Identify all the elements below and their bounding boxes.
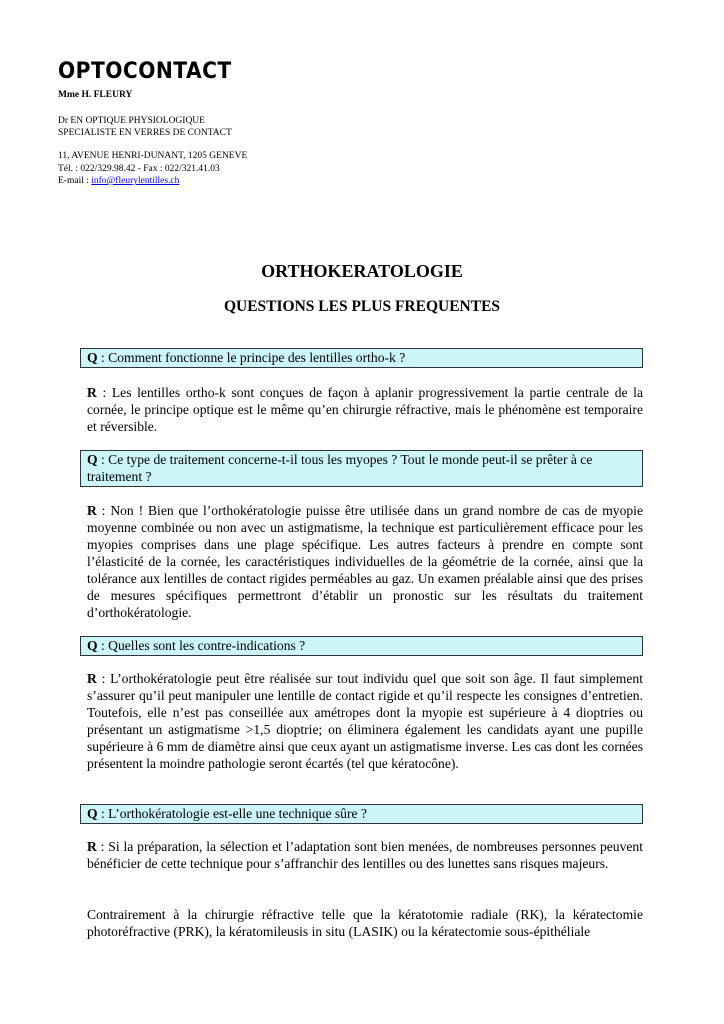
- question-text: : Quelles sont les contre-indications ?: [97, 638, 306, 653]
- answer-label: R: [87, 671, 97, 686]
- document-subtitle: QUESTIONS LES PLUS FREQUENTES: [223, 298, 501, 315]
- practitioner-name: Mme H. FLEURY: [58, 90, 133, 100]
- question-label: Q: [87, 806, 98, 821]
- question-text: : Comment fonctionne le principe des lentilles ortho-k ?: [97, 350, 406, 365]
- email-link[interactable]: info@fleurylentilles.ch: [91, 176, 180, 186]
- answer-text: : L’orthokératologie peut être réalisée sur tout individu quel que soit son âge. Il faut simplement s’assurer qu’il peut manipuler une lentille de contact rigide et qu’il respecte les consignes d’entretien. Toutefois, elle n’est pas conseillée aux amétropes dont la myopie est supérieure à 4 dioptries ou présentant un astigmatisme >1,5 dioptrie; on éliminera également les candidats ayant une pupille supérieure à 6 mm de diamètre ainsi que ceux ayant un astigmatisme inverse. Les cas dont les cornées présentent la moindre pathologie seront écartés (tel que kératocône).: [87, 671, 643, 771]
- question-text: : L’orthokératologie est-elle une technique sûre ?: [97, 806, 367, 821]
- answer-text: : Les lentilles ortho-k sont conçues de façon à aplanir progressivement la partie centrale de la cornée, le principe optique est le même qu’en chirurgie réfractive, mais le phénomène est temporaire et réversible.: [87, 385, 643, 434]
- answer-paragraph: [87, 384, 643, 435]
- answer-label: R: [87, 503, 97, 518]
- document-title: ORTHOKERATOLOGIE: [261, 261, 463, 281]
- answer-paragraph: [87, 838, 643, 872]
- email-label: E-mail :: [58, 176, 92, 186]
- practitioner-title-line1: Dr EN OPTIQUE PHYSIOLOGIQUE: [58, 116, 205, 126]
- question-label: Q: [87, 638, 98, 653]
- phone-fax-line: Tél. : 022/329.98.42 - Fax : 022/321.41.03: [58, 164, 220, 174]
- answer-text: : Non ! Bien que l’orthokératologie puisse être utilisée dans un grand nombre de cas de myopie moyenne combinée ou non avec un astigmatisme, la technique est particulièrement efficace pour les myopies comprises dans une plage spécifique. Les autres facteurs à prendre en compte sont l’élasticité de la cornée, les caractéristiques individuelles de la géométrie de la cornée, ainsi que la tolérance aux lentilles de contact rigides perméables au gaz. Un examen préalable ainsi que des prises de mesures spécifiques permettront d’établir un pronostic sur les résultats du traitement d’orthokératologie.: [87, 503, 643, 620]
- question-box: [80, 804, 643, 824]
- answer-paragraph: [87, 502, 643, 621]
- answer-paragraph: [87, 670, 643, 772]
- question-box: [80, 348, 643, 368]
- practitioner-title-line2: SPECIALISTE EN VERRES DE CONTACT: [58, 128, 232, 138]
- question-label: Q: [87, 452, 98, 467]
- answer-label: R: [87, 385, 97, 400]
- answer-text: : Si la préparation, la sélection et l’adaptation sont bien menées, de nombreuses personnes peuvent bénéficier de cette technique pour s’affranchir des lentilles ou des lunettes sans risques majeurs.: [87, 839, 643, 871]
- question-box: [80, 636, 643, 656]
- answer-label: R: [87, 839, 97, 854]
- closing-paragraph: Contrairement à la chirurgie réfractive telle que la kératotomie radiale (RK), la kératectomie photoréfractive (PRK), la kératomileusis in situ (LASIK) ou la kératectomie sous-épithéliale: [87, 907, 643, 939]
- email-line: [58, 175, 179, 187]
- company-logo: OPTOCONTACT: [58, 59, 232, 84]
- question-box: [80, 450, 643, 487]
- question-text: : Ce type de traitement concerne-t-il tous les myopes ? Tout le monde peut-il se prêter à ce traitement ?: [87, 452, 593, 484]
- question-label: Q: [87, 350, 98, 365]
- address-line: 11, AVENUE HENRI-DUNANT, 1205 GENEVE: [58, 151, 248, 161]
